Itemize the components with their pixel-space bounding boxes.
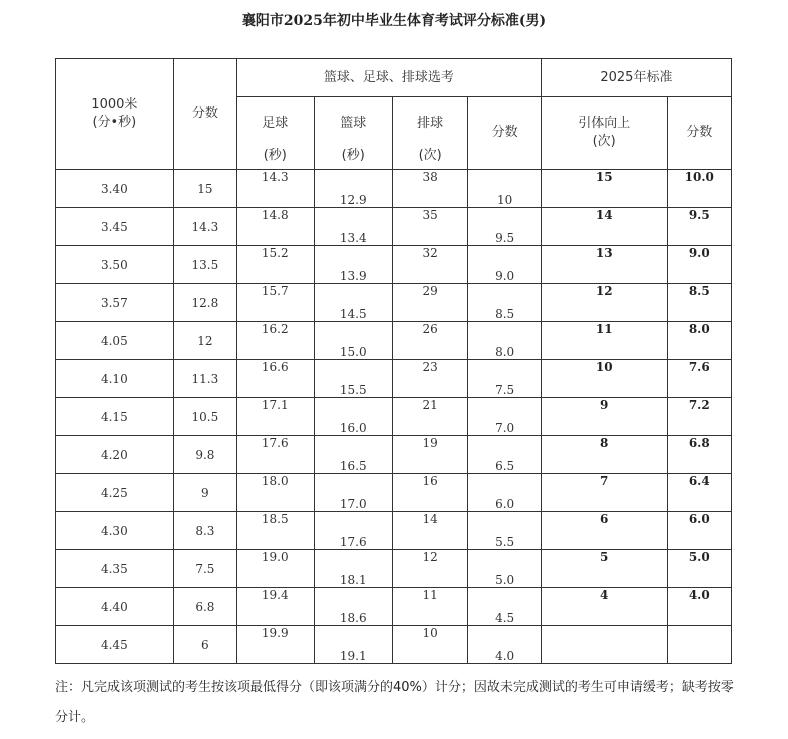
- cell-run: 4.35: [56, 550, 174, 588]
- cell-volleyball: 12: [392, 550, 467, 588]
- header-run-score: 分数: [173, 59, 236, 170]
- cell-pullup: 6: [541, 512, 667, 550]
- header-run-unit: (分•秒): [92, 115, 137, 130]
- cell-run: 4.20: [56, 436, 174, 474]
- table-row: [56, 626, 732, 664]
- header-ball-group: 篮球、足球、排球选考: [237, 59, 542, 97]
- cell-volleyball: 11: [392, 588, 467, 626]
- header-row-1: [56, 59, 732, 97]
- cell-pullup: 9: [541, 398, 667, 436]
- cell-volleyball: 32: [392, 246, 467, 284]
- cell-ball-score: 6.5: [468, 436, 541, 474]
- cell-football: 15.2: [237, 246, 314, 284]
- cell-pullup-score: 9.0: [667, 246, 731, 284]
- cell-volleyball: 35: [392, 208, 467, 246]
- header-basketball: [314, 97, 392, 170]
- header-volleyball-unit: (次): [418, 148, 442, 163]
- cell-volleyball: 38: [392, 170, 467, 208]
- cell-pullup-score: 5.0: [667, 550, 731, 588]
- cell-pullup: 14: [541, 208, 667, 246]
- cell-ball-score: 10: [468, 170, 541, 208]
- cell-basketball: 12.9: [314, 170, 392, 208]
- table-row: [56, 436, 732, 474]
- header-ball-score: 分数: [468, 97, 541, 170]
- cell-ball-score: 6.0: [468, 474, 541, 512]
- header-run-label: 1000米: [91, 97, 138, 112]
- cell-pullup: 8: [541, 436, 667, 474]
- cell-run: 3.57: [56, 284, 174, 322]
- cell-volleyball: 14: [392, 512, 467, 550]
- cell-volleyball: 16: [392, 474, 467, 512]
- cell-run: 4.45: [56, 626, 174, 664]
- header-volleyball-label: 排球: [417, 116, 444, 131]
- cell-pullup: 15: [541, 170, 667, 208]
- cell-run: 4.25: [56, 474, 174, 512]
- cell-basketball: 16.0: [314, 398, 392, 436]
- cell-football: 18.5: [237, 512, 314, 550]
- cell-basketball: 13.4: [314, 208, 392, 246]
- cell-basketball: 13.9: [314, 246, 392, 284]
- cell-run-score: 8.3: [173, 512, 236, 550]
- cell-basketball: 17.6: [314, 512, 392, 550]
- table-row: [56, 322, 732, 360]
- table-row: [56, 474, 732, 512]
- cell-football: 17.1: [237, 398, 314, 436]
- cell-basketball: 17.0: [314, 474, 392, 512]
- cell-pullup: 7: [541, 474, 667, 512]
- cell-pullup-score: 6.8: [667, 436, 731, 474]
- cell-basketball: 15.5: [314, 360, 392, 398]
- cell-pullup: 5: [541, 550, 667, 588]
- table-row: [56, 588, 732, 626]
- cell-basketball: 19.1: [314, 626, 392, 664]
- cell-pullup: 11: [541, 322, 667, 360]
- cell-volleyball: 26: [392, 322, 467, 360]
- cell-pullup: 10: [541, 360, 667, 398]
- cell-football: 19.4: [237, 588, 314, 626]
- cell-ball-score: 4.5: [468, 588, 541, 626]
- cell-pullup-score: 8.0: [667, 322, 731, 360]
- cell-run-score: 13.5: [173, 246, 236, 284]
- cell-pullup-score: 6.4: [667, 474, 731, 512]
- header-standard-group: 2025年标准: [541, 59, 731, 97]
- table-row: [56, 208, 732, 246]
- cell-pullup-score: 8.5: [667, 284, 731, 322]
- cell-run-score: 14.3: [173, 208, 236, 246]
- cell-basketball: 18.6: [314, 588, 392, 626]
- cell-basketball: 16.5: [314, 436, 392, 474]
- cell-run: 4.15: [56, 398, 174, 436]
- cell-pullup: [541, 626, 667, 664]
- cell-run-score: 15: [173, 170, 236, 208]
- cell-run-score: 9: [173, 474, 236, 512]
- cell-run-score: 12: [173, 322, 236, 360]
- header-run: [56, 59, 174, 170]
- cell-pullup-score: 7.6: [667, 360, 731, 398]
- cell-run: 4.40: [56, 588, 174, 626]
- cell-ball-score: 7.0: [468, 398, 541, 436]
- table-row: [56, 550, 732, 588]
- header-pullup-label: 引体向上: [578, 116, 631, 131]
- cell-football: 14.8: [237, 208, 314, 246]
- header-basketball-label: 篮球: [340, 116, 367, 131]
- footnote: 注：凡完成该项测试的考生按该项最低得分（即该项满分的40%）计分；因故未完成测试的考生可申请缓考；缺考按零分计。: [55, 680, 734, 725]
- cell-pullup-score: 7.2: [667, 398, 731, 436]
- header-basketball-unit: (秒): [341, 148, 365, 163]
- cell-football: 15.7: [237, 284, 314, 322]
- cell-run-score: 7.5: [173, 550, 236, 588]
- cell-run-score: 6.8: [173, 588, 236, 626]
- table-row: [56, 398, 732, 436]
- cell-basketball: 18.1: [314, 550, 392, 588]
- cell-basketball: 15.0: [314, 322, 392, 360]
- cell-ball-score: 4.0: [468, 626, 541, 664]
- cell-run-score: 11.3: [173, 360, 236, 398]
- page-title: 襄阳市2025年初中毕业生体育考试评分标准(男): [241, 13, 547, 29]
- header-pullup-unit: (次): [592, 134, 616, 149]
- table-row: [56, 170, 732, 208]
- scoring-table: [55, 58, 732, 664]
- cell-pullup-score: 9.5: [667, 208, 731, 246]
- cell-ball-score: 8.5: [468, 284, 541, 322]
- cell-volleyball: 19: [392, 436, 467, 474]
- cell-pullup: 4: [541, 588, 667, 626]
- cell-volleyball: 10: [392, 626, 467, 664]
- header-volleyball: [392, 97, 467, 170]
- cell-football: 19.9: [237, 626, 314, 664]
- cell-pullup: 13: [541, 246, 667, 284]
- cell-basketball: 14.5: [314, 284, 392, 322]
- table-row: [56, 284, 732, 322]
- cell-ball-score: 7.5: [468, 360, 541, 398]
- cell-volleyball: 23: [392, 360, 467, 398]
- cell-run: 3.40: [56, 170, 174, 208]
- cell-football: 19.0: [237, 550, 314, 588]
- header-pullup: [541, 97, 667, 170]
- cell-run: 4.05: [56, 322, 174, 360]
- table-row: [56, 246, 732, 284]
- cell-pullup-score: 10.0: [667, 170, 731, 208]
- cell-volleyball: 29: [392, 284, 467, 322]
- cell-run: 4.30: [56, 512, 174, 550]
- cell-football: 14.3: [237, 170, 314, 208]
- cell-ball-score: 9.0: [468, 246, 541, 284]
- cell-pullup-score: 4.0: [667, 588, 731, 626]
- cell-pullup: 12: [541, 284, 667, 322]
- cell-football: 18.0: [237, 474, 314, 512]
- cell-run-score: 10.5: [173, 398, 236, 436]
- cell-pullup-score: [667, 626, 731, 664]
- cell-ball-score: 5.0: [468, 550, 541, 588]
- cell-football: 17.6: [237, 436, 314, 474]
- cell-run: 3.50: [56, 246, 174, 284]
- cell-football: 16.6: [237, 360, 314, 398]
- cell-ball-score: 8.0: [468, 322, 541, 360]
- cell-run: 4.10: [56, 360, 174, 398]
- table-row: [56, 360, 732, 398]
- header-football: [237, 97, 314, 170]
- cell-run: 3.45: [56, 208, 174, 246]
- cell-ball-score: 5.5: [468, 512, 541, 550]
- cell-pullup-score: 6.0: [667, 512, 731, 550]
- cell-run-score: 6: [173, 626, 236, 664]
- cell-run-score: 12.8: [173, 284, 236, 322]
- cell-ball-score: 9.5: [468, 208, 541, 246]
- header-football-label: 足球: [262, 116, 289, 131]
- header-football-unit: (秒): [263, 148, 287, 163]
- header-pullup-score: 分数: [667, 97, 731, 170]
- cell-volleyball: 21: [392, 398, 467, 436]
- table-row: [56, 512, 732, 550]
- cell-run-score: 9.8: [173, 436, 236, 474]
- cell-football: 16.2: [237, 322, 314, 360]
